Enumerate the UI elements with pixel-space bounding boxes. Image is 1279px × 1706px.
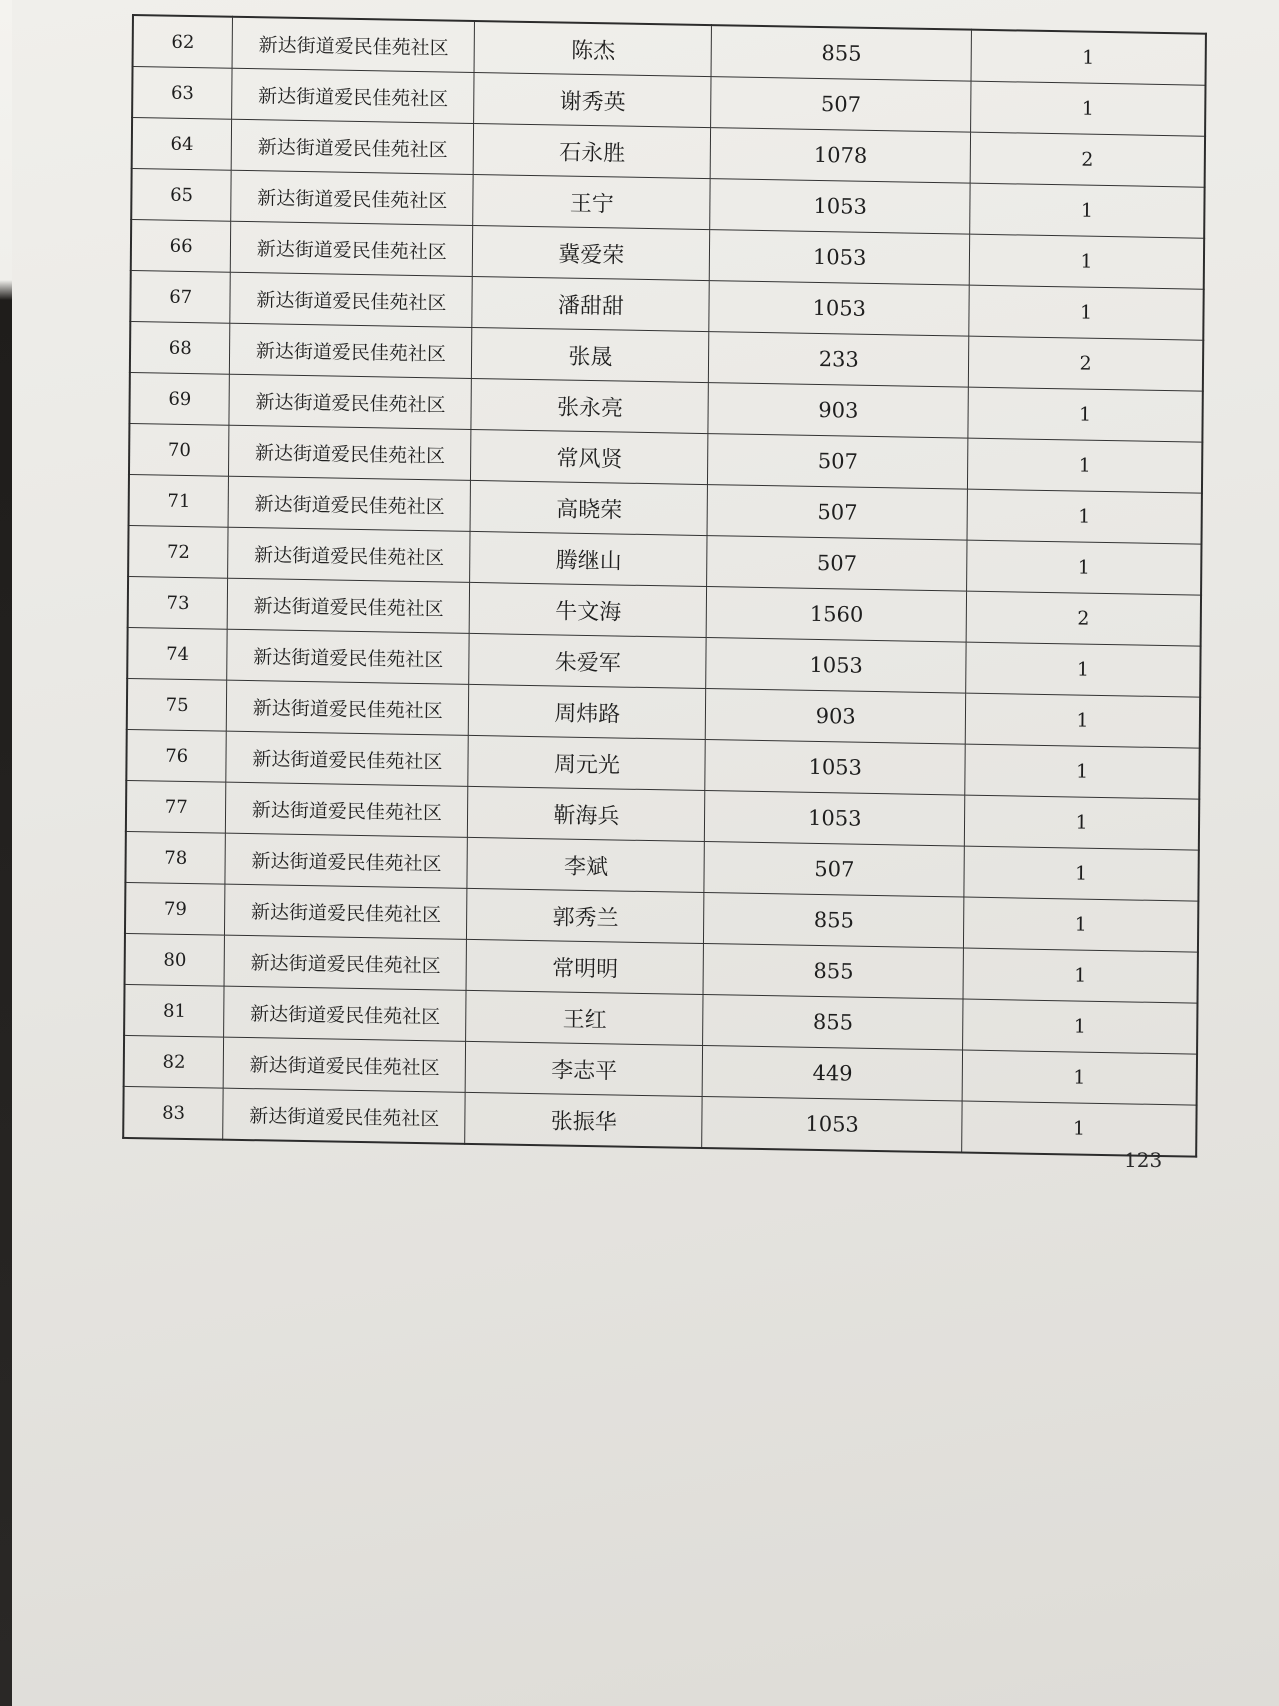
person-name: 周炜路 xyxy=(469,684,706,739)
amount: 449 xyxy=(703,1046,963,1102)
community-name: 新达街道爱民佳苑社区 xyxy=(230,323,473,378)
household-count: 1 xyxy=(967,489,1202,544)
community-name: 新达街道爱民佳苑社区 xyxy=(227,629,470,684)
row-index: 76 xyxy=(126,729,226,782)
row-index: 80 xyxy=(125,933,225,986)
community-name: 新达街道爱民佳苑社区 xyxy=(223,1088,466,1144)
household-count: 1 xyxy=(965,693,1200,748)
person-name: 李斌 xyxy=(467,837,704,892)
community-name: 新达街道爱民佳苑社区 xyxy=(231,221,474,276)
person-name: 石永胜 xyxy=(474,123,711,178)
household-count: 1 xyxy=(969,285,1204,340)
community-name: 新达街道爱民佳苑社区 xyxy=(226,731,469,786)
person-name: 靳海兵 xyxy=(468,786,705,841)
person-name: 谢秀英 xyxy=(474,72,711,127)
page-number: 123 xyxy=(1124,1148,1163,1172)
row-index: 71 xyxy=(129,474,229,527)
household-count: 2 xyxy=(966,591,1201,646)
amount: 1053 xyxy=(710,179,970,235)
amount: 1053 xyxy=(709,281,969,337)
community-name: 新达街道爱民佳苑社区 xyxy=(229,425,472,480)
community-name: 新达街道爱民佳苑社区 xyxy=(231,170,474,225)
person-name: 腾继山 xyxy=(470,531,707,586)
row-index: 78 xyxy=(125,831,225,884)
amount: 507 xyxy=(704,842,964,898)
row-index: 67 xyxy=(130,270,230,323)
community-name: 新达街道爱民佳苑社区 xyxy=(228,476,471,531)
person-name: 张晟 xyxy=(472,327,709,382)
person-name: 牛文海 xyxy=(470,582,707,637)
table-container xyxy=(122,14,1207,1158)
community-name: 新达街道爱民佳苑社区 xyxy=(227,680,470,735)
row-index: 81 xyxy=(124,984,224,1037)
row-index: 63 xyxy=(132,67,232,120)
amount: 855 xyxy=(704,893,964,949)
community-name: 新达街道爱民佳苑社区 xyxy=(230,272,473,327)
person-name: 张振华 xyxy=(465,1092,702,1148)
amount: 855 xyxy=(703,944,963,1000)
household-count: 2 xyxy=(970,132,1205,187)
community-name: 新达街道爱民佳苑社区 xyxy=(232,17,475,73)
community-name: 新达街道爱民佳苑社区 xyxy=(224,935,467,990)
table-body xyxy=(123,15,1206,1157)
community-name: 新达街道爱民佳苑社区 xyxy=(227,578,470,633)
row-index: 83 xyxy=(123,1086,223,1139)
amount: 507 xyxy=(707,536,967,592)
person-name: 王红 xyxy=(466,990,703,1045)
person-name: 陈杰 xyxy=(474,21,711,77)
amount: 903 xyxy=(708,383,968,439)
household-count: 1 xyxy=(964,795,1199,850)
household-count: 1 xyxy=(966,642,1201,697)
household-count: 1 xyxy=(971,81,1206,136)
community-name: 新达街道爱民佳苑社区 xyxy=(224,986,467,1041)
person-name: 李志平 xyxy=(466,1041,703,1096)
community-name: 新达街道爱民佳苑社区 xyxy=(232,68,475,123)
amount: 1053 xyxy=(705,791,965,847)
household-count: 1 xyxy=(971,30,1206,86)
document-page xyxy=(12,0,1279,1706)
row-index: 64 xyxy=(132,118,232,171)
household-count: 1 xyxy=(969,234,1204,289)
row-index: 65 xyxy=(131,168,231,221)
community-name: 新达街道爱民佳苑社区 xyxy=(225,884,468,939)
person-name: 朱爱军 xyxy=(469,633,706,688)
amount: 233 xyxy=(709,332,969,388)
row-index: 72 xyxy=(128,525,228,578)
household-count: 1 xyxy=(964,846,1199,901)
household-count: 1 xyxy=(964,897,1199,952)
amount: 1053 xyxy=(710,230,970,286)
amount: 1078 xyxy=(711,128,971,184)
community-name: 新达街道爱民佳苑社区 xyxy=(231,119,474,174)
community-name: 新达街道爱民佳苑社区 xyxy=(223,1037,466,1092)
amount: 855 xyxy=(703,995,963,1051)
amount: 903 xyxy=(706,689,966,745)
row-index: 70 xyxy=(129,423,229,476)
person-name: 郭秀兰 xyxy=(467,888,704,943)
person-name: 张永亮 xyxy=(471,378,708,433)
household-count: 1 xyxy=(968,387,1203,442)
household-count: 2 xyxy=(968,336,1203,391)
amount: 507 xyxy=(711,77,971,133)
person-name: 常明明 xyxy=(466,939,703,994)
amount: 507 xyxy=(707,485,967,541)
community-name: 新达街道爱民佳苑社区 xyxy=(229,374,472,429)
person-name: 潘甜甜 xyxy=(472,276,709,331)
household-count: 1 xyxy=(968,438,1203,493)
amount: 855 xyxy=(711,25,971,81)
row-index: 73 xyxy=(128,576,228,629)
household-count: 1 xyxy=(963,999,1198,1054)
person-name: 周元光 xyxy=(468,735,705,790)
household-count: 1 xyxy=(963,948,1198,1003)
amount: 1053 xyxy=(702,1096,962,1152)
row-index: 66 xyxy=(131,219,231,272)
amount: 507 xyxy=(708,434,968,490)
household-count: 1 xyxy=(965,744,1200,799)
row-index: 68 xyxy=(130,321,230,374)
row-index: 74 xyxy=(127,627,227,680)
community-name: 新达街道爱民佳苑社区 xyxy=(225,833,468,888)
amount: 1560 xyxy=(707,587,967,643)
community-name: 新达街道爱民佳苑社区 xyxy=(228,527,471,582)
household-count: 1 xyxy=(967,540,1202,595)
row-index: 79 xyxy=(125,882,225,935)
person-name: 冀爱荣 xyxy=(473,225,710,280)
household-count: 1 xyxy=(970,183,1205,238)
row-index: 75 xyxy=(127,678,227,731)
amount: 1053 xyxy=(705,740,965,796)
beneficiary-table xyxy=(122,14,1207,1158)
person-name: 王宁 xyxy=(473,174,710,229)
row-index: 82 xyxy=(124,1035,224,1088)
community-name: 新达街道爱民佳苑社区 xyxy=(226,782,469,837)
amount: 1053 xyxy=(706,638,966,694)
person-name: 常风贤 xyxy=(471,429,708,484)
row-index: 62 xyxy=(133,15,233,68)
household-count: 1 xyxy=(962,1050,1197,1105)
household-count: 1 xyxy=(962,1101,1197,1157)
row-index: 77 xyxy=(126,780,226,833)
row-index: 69 xyxy=(129,372,229,425)
person-name: 高晓荣 xyxy=(470,480,707,535)
